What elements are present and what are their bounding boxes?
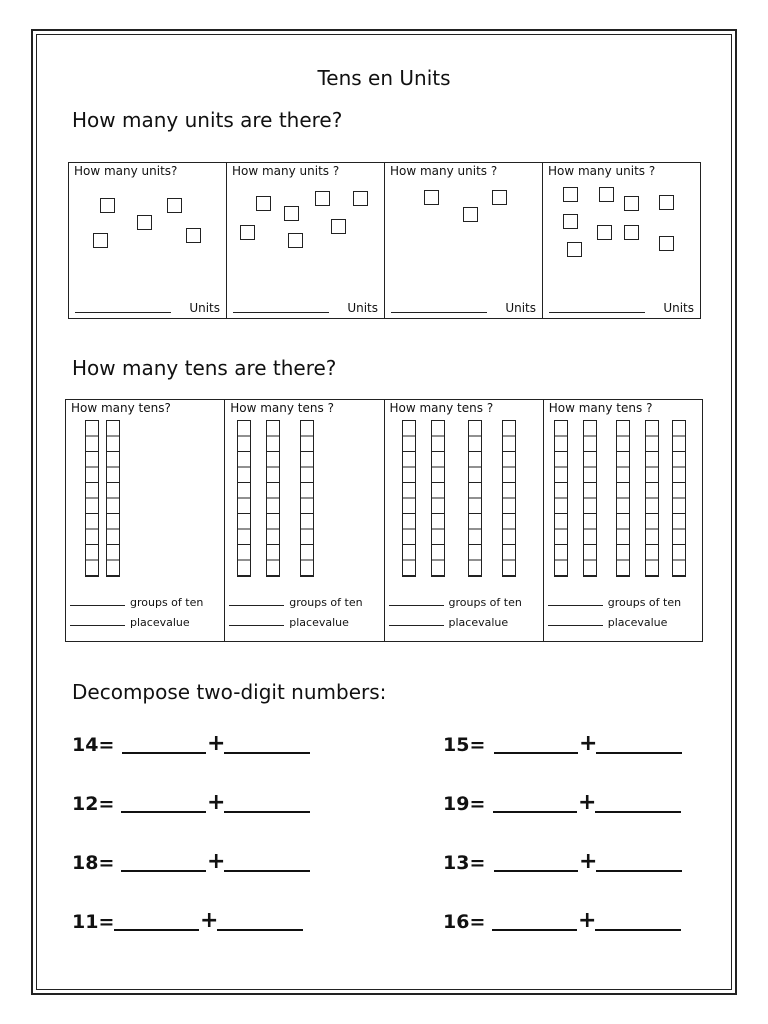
units-heading: How many units are there? <box>72 108 343 132</box>
tens-blank[interactable] <box>494 751 578 754</box>
tens-blank[interactable] <box>494 869 578 872</box>
tens-panel-4 <box>544 400 702 641</box>
ten-rod <box>85 420 99 577</box>
unit-square <box>492 190 507 205</box>
tens-heading: How many tens are there? <box>72 356 337 380</box>
unit-square <box>424 190 439 205</box>
placevalue-answer-line[interactable] <box>229 624 284 626</box>
equation-label: 15= <box>443 734 486 756</box>
tens-blank[interactable] <box>114 928 199 931</box>
plus-sign: + <box>207 731 226 756</box>
unit-square <box>563 187 578 202</box>
units-panels <box>68 162 701 319</box>
tens-question: How many tens ? <box>389 401 494 415</box>
unit-square <box>659 195 674 210</box>
groups-answer-line[interactable] <box>548 604 603 606</box>
groups-answer-line[interactable] <box>389 604 444 606</box>
tens-blank[interactable] <box>122 751 206 754</box>
unit-square <box>463 207 478 222</box>
placevalue-answer-line[interactable] <box>389 624 444 626</box>
ten-rod <box>672 420 686 577</box>
groups-answer-line[interactable] <box>70 604 125 606</box>
unit-square <box>93 233 108 248</box>
ten-rod <box>645 420 659 577</box>
tens-panels <box>65 399 703 642</box>
units-question: How many units ? <box>548 164 656 178</box>
placevalue-label: placevalue <box>130 616 190 629</box>
ten-rod <box>554 420 568 577</box>
unit-square <box>331 219 346 234</box>
units-blank[interactable] <box>217 928 303 931</box>
units-answer-line[interactable] <box>75 311 171 313</box>
unit-square <box>288 233 303 248</box>
groups-answer-line[interactable] <box>229 604 284 606</box>
units-blank[interactable] <box>595 928 681 931</box>
unit-square <box>315 191 330 206</box>
decompose-heading: Decompose two-digit numbers: <box>72 680 387 704</box>
groups-of-ten-label: groups of ten <box>448 596 522 609</box>
unit-square <box>353 191 368 206</box>
groups-of-ten-label: groups of ten <box>289 596 363 609</box>
units-answer-line[interactable] <box>391 311 487 313</box>
ten-rod <box>300 420 314 577</box>
units-question: How many units ? <box>390 164 498 178</box>
ten-rod <box>237 420 251 577</box>
ten-rod <box>583 420 597 577</box>
ten-rod <box>402 420 416 577</box>
units-blank[interactable] <box>595 810 681 813</box>
units-label: Units <box>189 301 220 315</box>
ten-rod <box>468 420 482 577</box>
unit-square <box>624 225 639 240</box>
units-blank[interactable] <box>224 751 310 754</box>
plus-sign: + <box>207 790 226 815</box>
plus-sign: + <box>579 731 598 756</box>
unit-square <box>284 206 299 221</box>
tens-blank[interactable] <box>492 928 577 931</box>
plus-sign: + <box>578 790 597 815</box>
placevalue-label: placevalue <box>607 616 668 629</box>
unit-square <box>597 225 612 240</box>
groups-of-ten-label: groups of ten <box>607 596 682 609</box>
ten-rod <box>502 420 516 577</box>
units-panel-3 <box>385 163 543 318</box>
plus-sign: + <box>200 908 219 933</box>
units-panel-2 <box>227 163 385 318</box>
equation-label: 18= <box>72 852 115 874</box>
units-blank[interactable] <box>224 810 310 813</box>
equation-label: 11= <box>72 911 115 933</box>
tens-blank[interactable] <box>121 869 206 872</box>
ten-rod <box>266 420 280 577</box>
equation-label: 13= <box>443 852 486 874</box>
tens-blank[interactable] <box>493 810 577 813</box>
units-label: Units <box>505 301 536 315</box>
groups-of-ten-label: groups of ten <box>130 596 204 609</box>
units-panel-4 <box>543 163 700 318</box>
tens-question: How many tens ? <box>548 401 653 415</box>
ten-rod <box>616 420 630 577</box>
unit-square <box>167 198 182 213</box>
unit-square <box>567 242 582 257</box>
tens-panel-1 <box>66 400 225 641</box>
units-label: Units <box>347 301 378 315</box>
units-question: How many units? <box>74 164 178 178</box>
plus-sign: + <box>207 849 226 874</box>
equation-label: 14= <box>72 734 115 756</box>
tens-question: How many tens ? <box>230 401 334 415</box>
units-question: How many units ? <box>232 164 340 178</box>
tens-blank[interactable] <box>121 810 206 813</box>
unit-square <box>624 196 639 211</box>
placevalue-answer-line[interactable] <box>70 624 125 626</box>
tens-panel-2 <box>225 400 384 641</box>
units-panel-1 <box>69 163 227 318</box>
worksheet-title: Tens en Units <box>317 66 451 90</box>
tens-question: How many tens? <box>71 401 171 415</box>
unit-square <box>137 215 152 230</box>
unit-square <box>659 236 674 251</box>
unit-square <box>240 225 255 240</box>
unit-square <box>186 228 201 243</box>
units-label: Units <box>663 301 694 315</box>
units-answer-line[interactable] <box>233 311 329 313</box>
plus-sign: + <box>578 908 597 933</box>
units-blank[interactable] <box>596 869 682 872</box>
placevalue-answer-line[interactable] <box>548 624 603 626</box>
equation-label: 12= <box>72 793 115 815</box>
placevalue-label: placevalue <box>448 616 509 629</box>
plus-sign: + <box>579 849 598 874</box>
equation-label: 19= <box>443 793 486 815</box>
units-blank[interactable] <box>596 751 682 754</box>
equation-label: 16= <box>443 911 486 933</box>
unit-square <box>563 214 578 229</box>
placevalue-label: placevalue <box>289 616 349 629</box>
tens-panel-3 <box>385 400 544 641</box>
ten-rod <box>106 420 120 577</box>
units-answer-line[interactable] <box>549 311 645 313</box>
unit-square <box>100 198 115 213</box>
unit-square <box>256 196 271 211</box>
unit-square <box>599 187 614 202</box>
ten-rod <box>431 420 445 577</box>
units-blank[interactable] <box>224 869 310 872</box>
